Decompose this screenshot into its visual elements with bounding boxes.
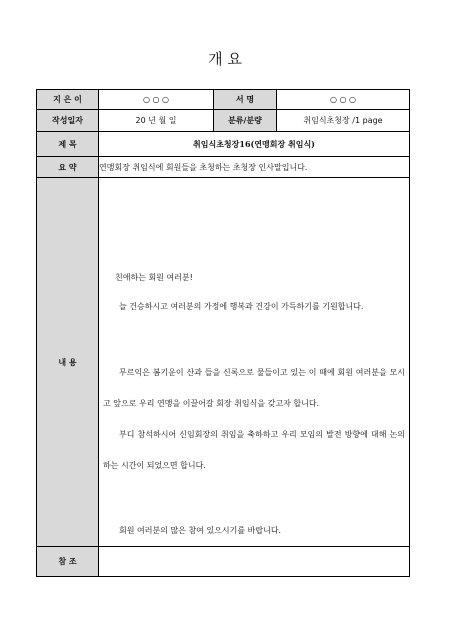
- author-value: ○ ○ ○: [99, 90, 214, 110]
- signature-value: ○ ○ ○: [277, 90, 410, 110]
- date-value: 20 년 월 일: [99, 110, 214, 132]
- author-row: [37, 90, 410, 110]
- date-label: 작성일자: [37, 110, 99, 132]
- summary-label: 요 약: [37, 157, 99, 178]
- reference-label: 참 조: [37, 547, 99, 577]
- category-value: 취임식초청장 /1 page: [277, 110, 410, 132]
- content-paragraph: 부디 참석하시어 신임회장의 취임을 축하하고 우리 모임의 발전 방향에 대해 논의하는 시간이 되었으면 합니다.: [103, 430, 405, 470]
- reference-row: [37, 547, 410, 577]
- content-paragraph: 회원 여러분의 많은 참여 있으시기를 바랍니다.: [119, 526, 282, 535]
- signature-label: 서 명: [214, 90, 277, 110]
- category-label: 분류/분량: [214, 110, 277, 132]
- document-form-table: [36, 89, 410, 577]
- content-paragraph: 늘 건승하시고 여러분의 가정에 행복과 건강이 가득하기를 기원합니다.: [119, 302, 364, 311]
- subject-row: [37, 132, 410, 157]
- subject-label: 제 목: [37, 132, 99, 157]
- subject-value: 취임식초청장16(연맹회장 취임식): [99, 132, 410, 157]
- date-row: [37, 110, 410, 132]
- content-label: 내 용: [37, 178, 99, 547]
- content-row: [37, 178, 410, 547]
- content-body: [99, 178, 410, 547]
- content-paragraph: 친애하는 회원 여러분!: [115, 273, 193, 282]
- summary-value: 연맹회장 취임식에 회원들을 초청하는 초청장 인사말입니다.: [99, 157, 410, 178]
- document-title: 개 요: [208, 50, 242, 68]
- author-label: 지 은 이: [37, 90, 99, 110]
- content-paragraph: 무르익은 봄기운이 산과 들을 신록으로 물들이고 있는 이 때에 회원 여러분을 모시고 앞으로 우리 연맹을 이끌어갈 회장 취임식을 갖고자 합니다.: [103, 368, 405, 408]
- summary-row: [37, 157, 410, 178]
- reference-value: [99, 547, 410, 577]
